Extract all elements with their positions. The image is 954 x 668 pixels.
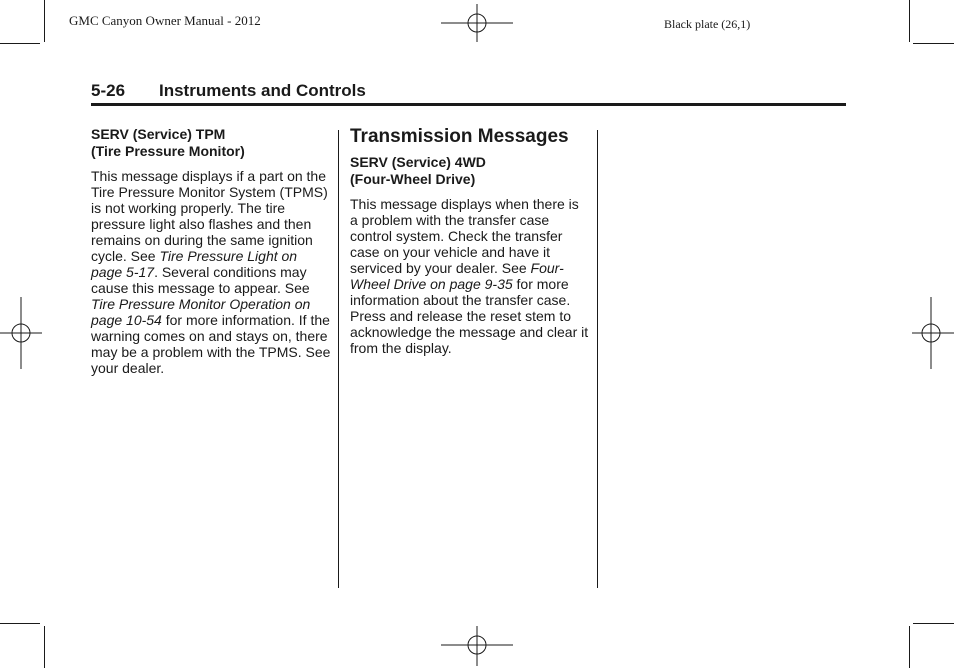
page-number: 5-26 — [91, 81, 126, 100]
subheading-serv-tpm: SERV (Service) TPM (Tire Pressure Monitor) — [91, 126, 245, 159]
crop-mark-tl-v — [44, 0, 45, 42]
manual-title: GMC Canyon Owner Manual - 2012 — [69, 13, 261, 28]
crop-mark-br-v — [909, 626, 910, 668]
section-title: Instruments and Controls — [159, 81, 366, 100]
registration-mark-bottom-icon — [441, 626, 513, 666]
column-left — [91, 126, 331, 376]
registration-mark-right-icon — [912, 297, 954, 369]
cross-reference-link[interactable]: Four-Wheel Drive on page 9-35 — [350, 260, 564, 292]
crop-mark-tr-v — [909, 0, 910, 42]
crop-mark-tr-h — [913, 43, 954, 44]
section-header — [91, 81, 846, 106]
crop-mark-bl-v — [44, 626, 45, 668]
cross-reference-link[interactable]: Tire Pressure Light on page 5-17 — [91, 248, 298, 280]
heading-transmission-messages: Transmission Messages — [350, 126, 569, 147]
column-divider — [338, 130, 339, 588]
registration-mark-top-icon — [441, 4, 513, 42]
crop-mark-br-h — [913, 623, 954, 624]
cross-reference-link[interactable]: Tire Pressure Monitor Operation on page 10-54 — [91, 296, 311, 328]
column-divider — [597, 130, 598, 588]
crop-mark-bl-h — [0, 623, 40, 624]
column-middle — [350, 126, 590, 356]
subheading-serv-4wd: SERV (Service) 4WD (Four-Wheel Drive) — [350, 154, 486, 187]
crop-mark-tl-h — [0, 43, 40, 44]
paragraph-4wd: This message displays when there is a problem with the transfer case control system. Check the transfer case on your vehicle and have it serviced by your dealer. See Four-Wheel Drive on page 9-35 for more information about the transfer case. Press and release the reset stem to acknowledge the message and clear it from the display. — [350, 196, 589, 356]
plate-label: Black plate (26,1) — [664, 17, 751, 31]
section-rule — [91, 103, 846, 106]
paragraph-tpm: This message displays if a part on the Tire Pressure Monitor System (TPMS) is not working properly. The tire pressure light also flashes and then remains on during the same ignition cycle. See Tire Pressure Light on page 5-17. Several conditions may cause this message to appear. See Tire Pressure Monitor Operation on page 10-54 for more information. If the warning comes on and stays on, there may be a problem with the TPMS. See your dealer. — [91, 168, 331, 376]
registration-mark-left-icon — [0, 297, 42, 369]
